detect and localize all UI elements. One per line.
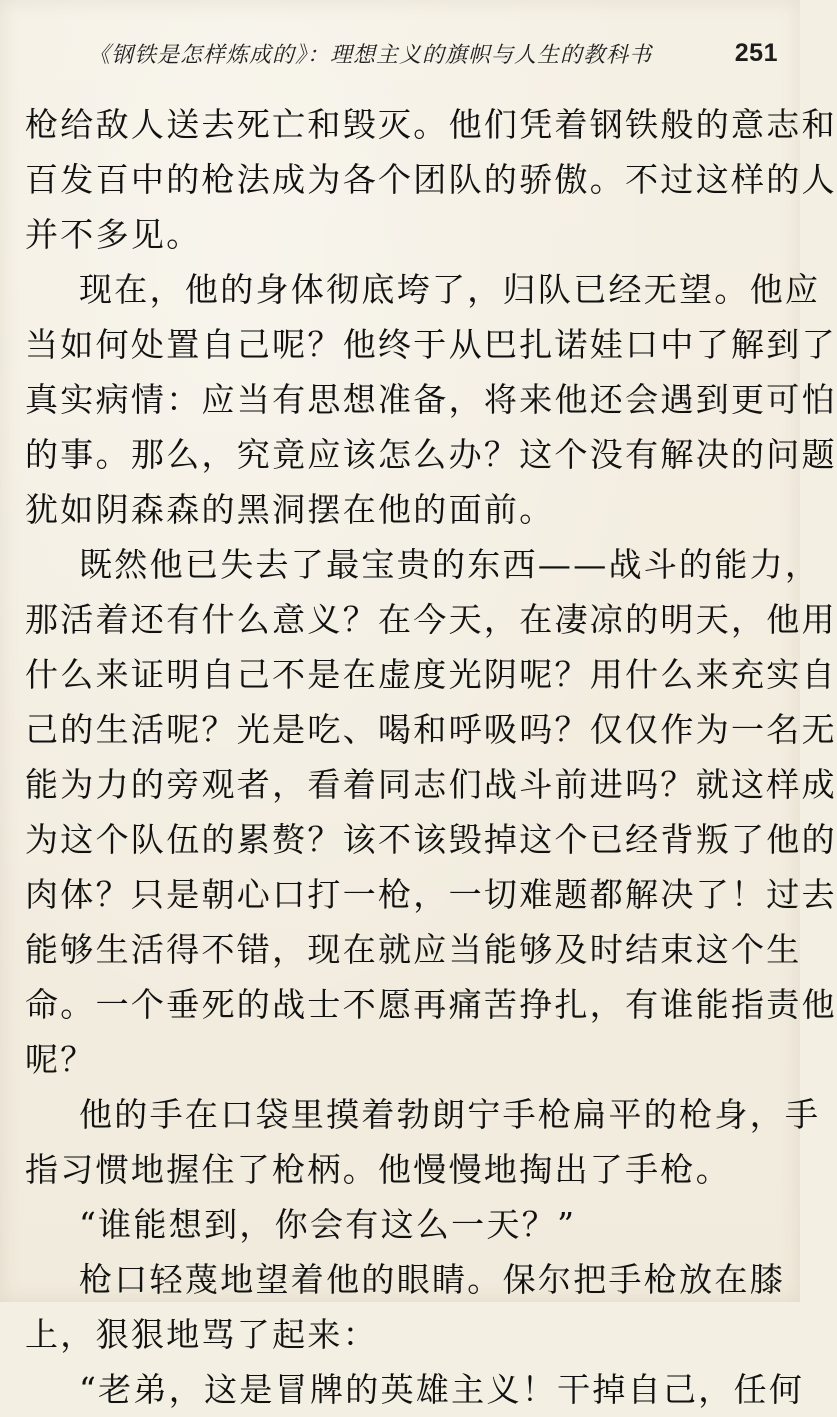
running-header-title: 《钢铁是怎样炼成的》：理想主义的旗帜与人生的教科书 bbox=[88, 42, 653, 68]
text-line: 指习惯地握住了枪柄。他慢慢地掏出了手枪。 bbox=[25, 1150, 731, 1189]
text-line: 当如何处置自己呢？他终于从巴扎诺娃口中了解到了 bbox=[25, 325, 837, 364]
text-line: 现在，他的身体彻底垮了，归队已经无望。他应 bbox=[79, 270, 821, 309]
text-line: 能够生活得不错，现在就应当能够及时结束这个生 bbox=[25, 930, 802, 969]
body-text bbox=[25, 97, 837, 1417]
text-line: 上，狠狠地骂了起来： bbox=[25, 1315, 378, 1354]
text-line: 既然他已失去了最宝贵的东西——战斗的能力， bbox=[79, 545, 821, 584]
text-line: 百发百中的枪法成为各个团队的骄傲。不过这样的人 bbox=[25, 160, 837, 199]
text-line: “老弟，这是冒牌的英雄主义！干掉自己，任何 bbox=[79, 1370, 805, 1409]
text-line: 他的手在口袋里摸着勃朗宁手枪扁平的枪身，手 bbox=[79, 1095, 821, 1134]
text-line: 呢？ bbox=[25, 1040, 96, 1079]
text-line: 枪口轻蔑地望着他的眼睛。保尔把手枪放在膝 bbox=[79, 1260, 785, 1299]
text-line: 并不多见。 bbox=[25, 215, 202, 254]
text-line: 真实病情：应当有思想准备，将来他还会遇到更可怕 bbox=[25, 380, 837, 419]
text-line: 命。一个垂死的战士不愿再痛苦挣扎，有谁能指责他 bbox=[25, 985, 837, 1024]
text-line: 枪给敌人送去死亡和毁灭。他们凭着钢铁般的意志和 bbox=[25, 105, 837, 144]
text-line: 什么来证明自己不是在虚度光阴呢？用什么来充实自 bbox=[25, 655, 837, 694]
running-header bbox=[88, 33, 778, 73]
text-line: 犹如阴森森的黑洞摆在他的面前。 bbox=[25, 490, 555, 529]
text-line: 能为力的旁观者，看着同志们战斗前进吗？就这样成 bbox=[25, 765, 837, 804]
text-line: 为这个队伍的累赘？该不该毁掉这个已经背叛了他的 bbox=[25, 820, 837, 859]
text-line: 肉体？只是朝心口打一枪，一切难题都解决了！过去 bbox=[25, 875, 837, 914]
text-line: 己的生活呢？光是吃、喝和呼吸吗？仅仅作为一名无 bbox=[25, 710, 837, 749]
page-number: 251 bbox=[734, 38, 778, 67]
text-line: “谁能想到，你会有这么一天？” bbox=[79, 1205, 577, 1244]
text-line: 的事。那么，究竟应该怎么办？这个没有解决的问题 bbox=[25, 435, 837, 474]
text-line: 那活着还有什么意义？在今天，在凄凉的明天，他用 bbox=[25, 600, 837, 639]
